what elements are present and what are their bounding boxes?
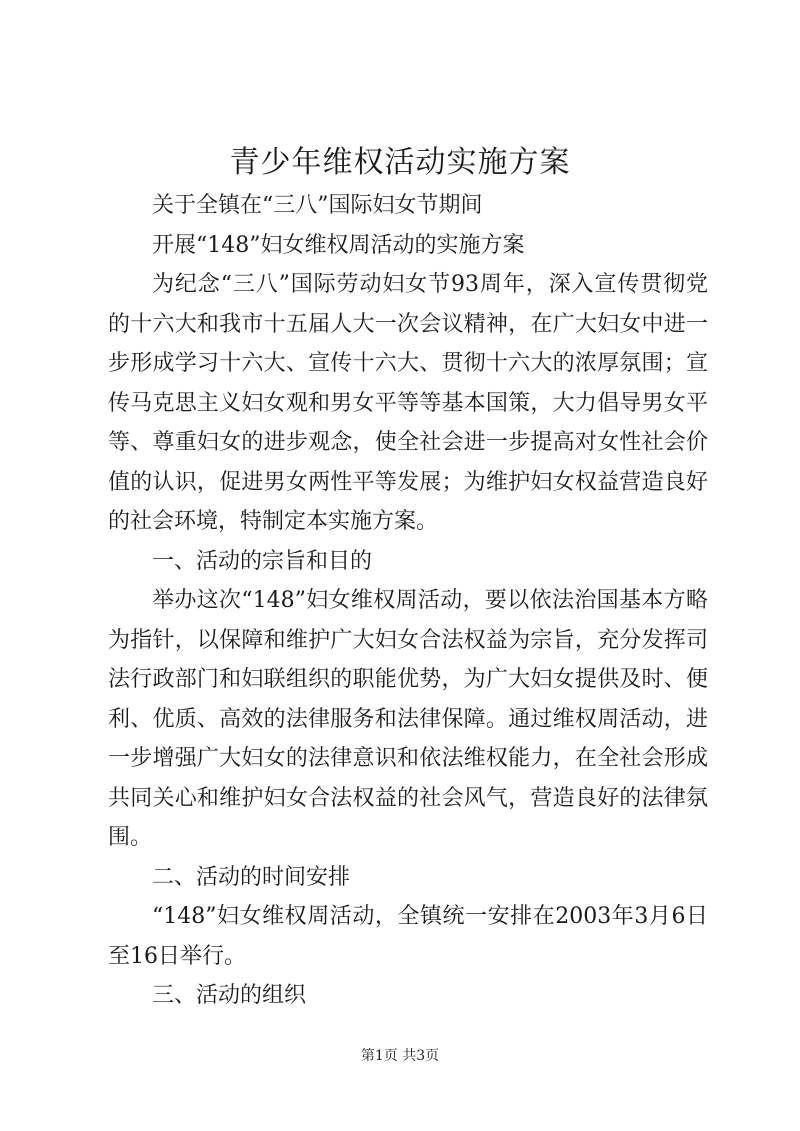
paragraph-purpose: 举办这次“148”妇女维权周活动，要以依法治国基本方略为指针，以保障和维护广大妇女合法权益为宗旨，充分发挥司法行政部门和妇联组织的职能优势，为广大妇女提供及时、便利、优质、高效的法律服务和法律保障。通过维权周活动，进一步增强广大妇女的法律意识和依法维权能力，在全社会形成共同关心和维护妇女合法权益的社会风气，营造良好的法律氛围。 <box>108 588 708 850</box>
section-heading-schedule: 二、活动的时间安排 <box>152 864 351 890</box>
section-heading-purpose: 一、活动的宗旨和目的 <box>152 548 373 574</box>
paragraph-subtitle-line-1: 关于全镇在“三八”国际妇女节期间 <box>152 193 483 218</box>
paragraph-introduction: 为纪念“三八”国际劳动妇女节93周年，深入宣传贯彻党的十六大和我市十五届人大一次会议精神，在广大妇女中进一步形成学习十六大、宣传十六大、贯彻十六大的浓厚氛围；宣传马克思主义妇女观和男女平等等基本国策，大力倡导男女平等、尊重妇女的进步观念，使全社会进一步提高对女性社会价值的认识，促进男女两性平等发展；为维护妇女权益营造良好的社会环境，特制定本实施方案。 <box>108 272 708 534</box>
document-title: 青少年维权活动实施方案 <box>229 145 571 180</box>
document-body <box>108 186 708 1016</box>
page-number-footer: 第1页 共3页 <box>360 1048 440 1064</box>
paragraph-schedule: “148”妇女维权周活动，全镇统一安排在2003年3月6日至16日举行。 <box>108 904 708 969</box>
section-heading-organization: 三、活动的组织 <box>152 983 307 1008</box>
paragraph-subtitle-line-2: 开展“148”妇女维权周活动的实施方案 <box>152 232 525 258</box>
